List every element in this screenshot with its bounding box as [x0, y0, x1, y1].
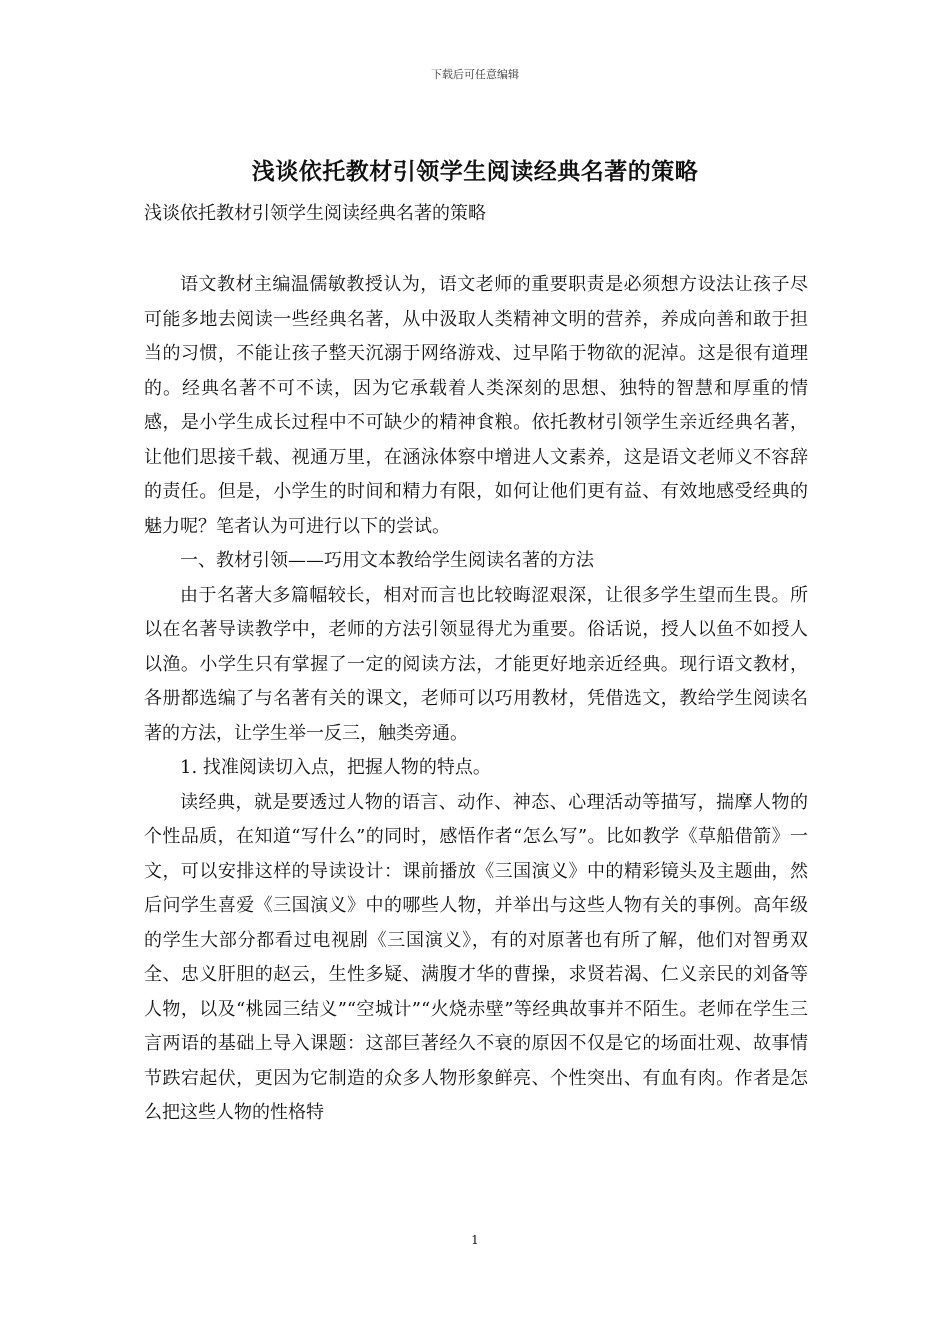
document-body	[144, 268, 808, 1131]
document-subtitle: 浅谈依托教材引领学生阅读经典名著的策略	[144, 203, 486, 224]
document-title: 浅谈依托教材引领学生阅读经典名著的策略	[251, 158, 699, 185]
subsection-heading-1: 1. 找准阅读切入点，把握人物的特点。	[180, 757, 491, 778]
paragraph-section-1: 由于名著大多篇幅较长，相对而言也比较晦涩艰深，让很多学生望而生畏。所以在名著导读教学中，老师的方法引领显得尤为重要。俗话说，授人以鱼不如授人以渔。小学生只有掌握了一定的阅读方法，才能更好地亲近经典。现行语文教材，各册都选编了与名著有关的课文，老师可以巧用教材，凭借选文，教给学生阅读名著的方法，让学生举一反三，触类旁通。	[144, 584, 808, 744]
paragraph-intro: 语文教材主编温儒敏教授认为，语文老师的重要职责是必须想方设法让孩子尽可能多地去阅读一些经典名著，从中汲取人类精神文明的营养，养成向善和敢于担当的习惯，不能让孩子整天沉溺于网络游戏、过早陷于物欲的泥淖。这是很有道理的。经典名著不可不读，因为它承载着人类深刻的思想、独特的智慧和厚重的情感，是小学生成长过程中不可缺少的精神食粮。依托教材引领学生亲近经典名著，让他们思接千载、视通万里，在涵泳体察中增进人文素养，这是语文老师义不容辞的责任。但是，小学生的时间和精力有限，如何让他们更有益、有效地感受经典的魅力呢？笔者认为可进行以下的尝试。	[144, 274, 808, 537]
page-header: 下载后可任意编辑	[431, 68, 519, 81]
page-number: 1	[471, 1233, 479, 1247]
paragraph-subsection-1: 读经典，就是要透过人物的语言、动作、神态、心理活动等描写，揣摩人物的个性品质，在知道“写什么”的同时，感悟作者“怎么写”。比如教学《草船借箭》一文，可以安排这样的导读设计：课前播放《三国演义》中的精彩镜头及主题曲，然后问学生喜爱《三国演义》中的哪些人物，并举出与这些人物有关的事例。高年级的学生大部分都看过电视剧《三国演义》，有的对原著也有所了解，他们对智勇双全、忠义肝胆的赵云，生性多疑、满腹才华的曹操，求贤若渴、仁义亲民的刘备等人物，以及“桃园三结义”“空城计”“火烧赤壁”等经典故事并不陌生。老师在学生三言两语的基础上导入课题：这部巨著经久不衰的原因不仅是它的场面壮观、故事情节跌宕起伏，更因为它制造的众多人物形象鲜亮、个性突出、有血有肉。作者是怎么把这些人物的性格特	[144, 791, 808, 1123]
section-heading-1: 一、教材引领——巧用文本教给学生阅读名著的方法	[180, 550, 594, 571]
